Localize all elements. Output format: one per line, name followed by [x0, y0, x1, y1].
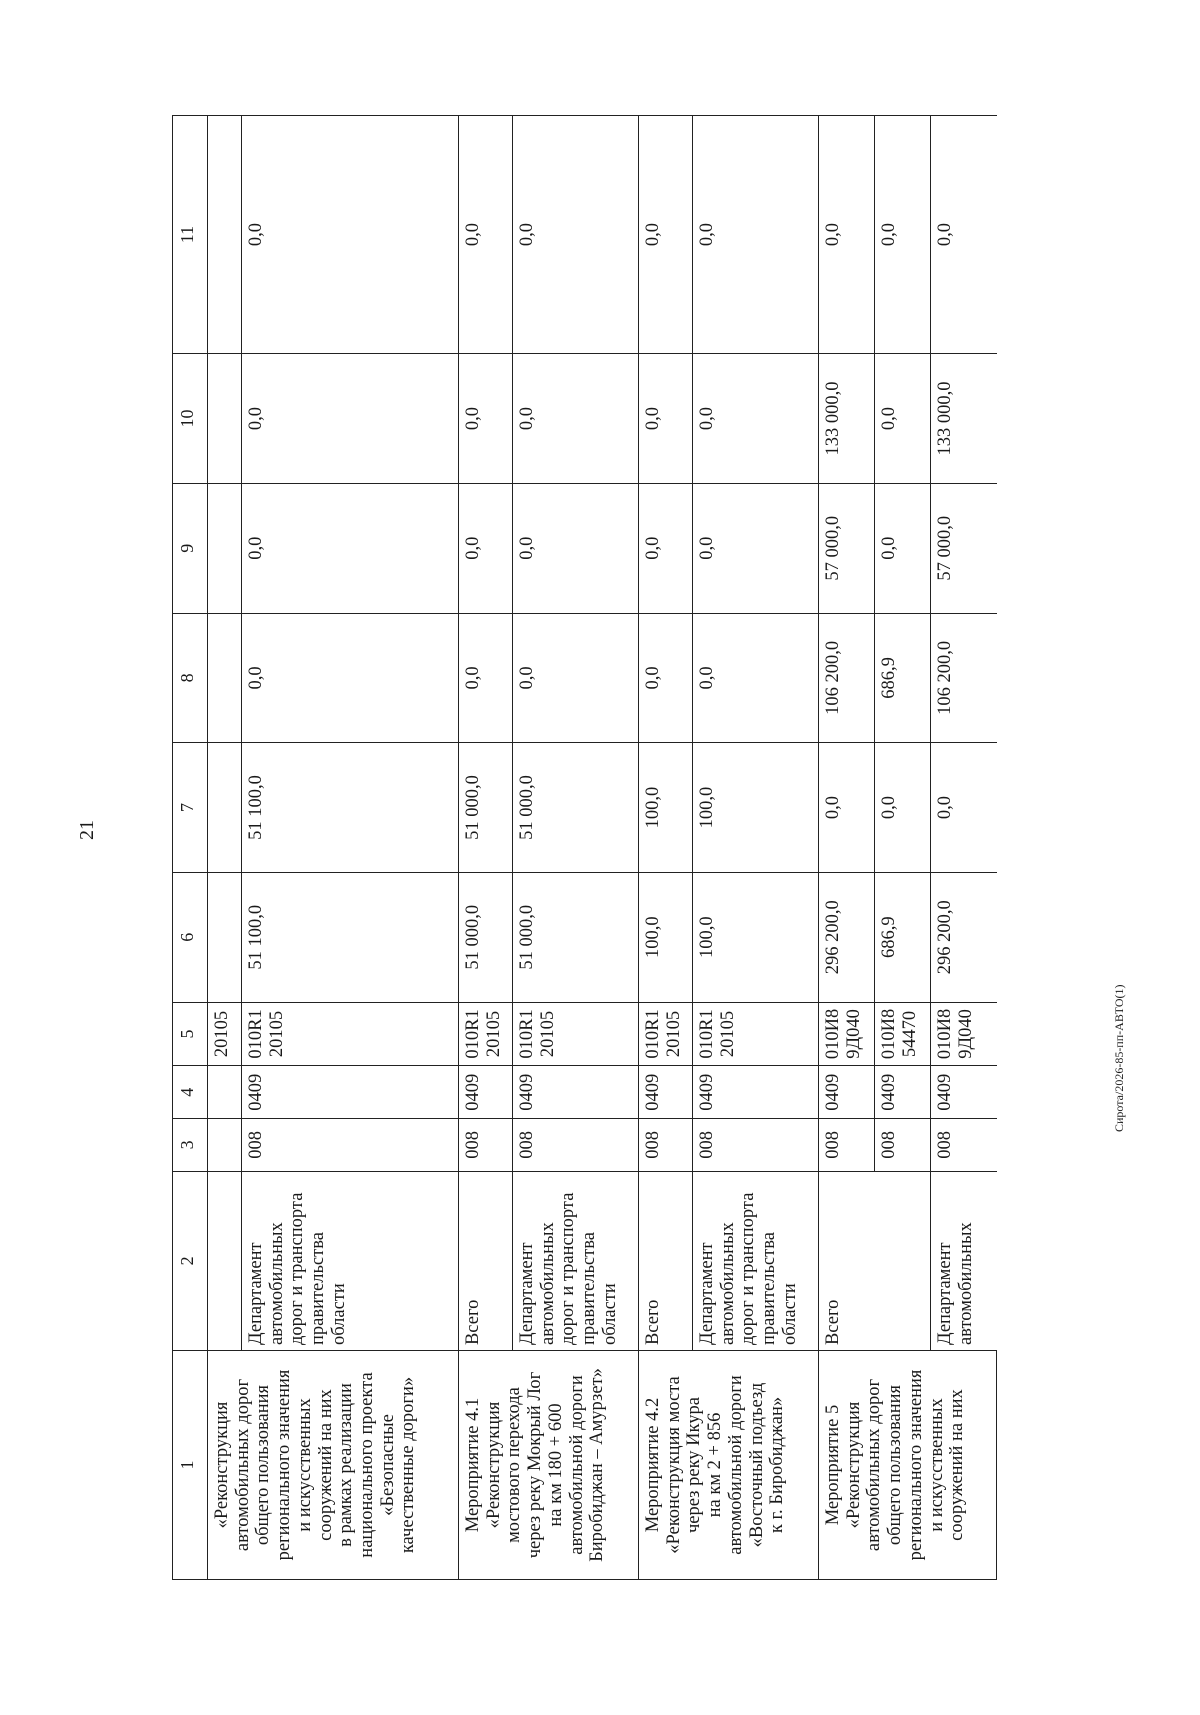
- kbk-cell: 20105: [208, 1002, 242, 1066]
- kbk-cell: 010И8 9Д040: [931, 1002, 997, 1066]
- amount-year-1: 51 000,0: [513, 743, 639, 873]
- col-header-5: 5: [173, 1002, 208, 1066]
- amount-year-1: 51 100,0: [242, 743, 459, 873]
- amount-year-4: 0,0: [242, 354, 459, 484]
- amount-year-5: 0,0: [875, 116, 931, 354]
- amount-year-4: 0,0: [693, 354, 819, 484]
- activity-name-cell: Мероприятие 4.1 «Реконструкция мостового перехода через реку Мокрый Лог на км 180 + 600 автомобильной дороги Биробиджан – Амурзет»: [459, 1351, 639, 1580]
- amount-year-1: 51 000,0: [459, 743, 513, 873]
- empty-cell: [208, 354, 242, 484]
- amount-year-5: 0,0: [693, 116, 819, 354]
- amount-year-4: 133 000,0: [819, 354, 875, 484]
- amount-year-1: 100,0: [693, 743, 819, 873]
- table-row: [639, 116, 693, 1580]
- amount-year-5: 0,0: [639, 116, 693, 354]
- col-header-8: 8: [173, 613, 208, 743]
- amount-year-4: 0,0: [639, 354, 693, 484]
- section-cell: 0409: [639, 1066, 693, 1119]
- executor-cell: Департамент автомобильных: [931, 1171, 997, 1350]
- amount-year-3: 0,0: [459, 483, 513, 613]
- amount-year-5: 0,0: [459, 116, 513, 354]
- amount-total: 51 000,0: [513, 872, 639, 1002]
- kbk-cell: 010И8 9Д040: [819, 1002, 875, 1066]
- amount-year-3: 57 000,0: [819, 483, 875, 613]
- amount-year-4: 0,0: [875, 354, 931, 484]
- table-row: [819, 116, 875, 1580]
- section-cell: 0409: [242, 1066, 459, 1119]
- amount-total: 100,0: [693, 872, 819, 1002]
- amount-total: 100,0: [639, 872, 693, 1002]
- activity-name-cell: Мероприятие 4.2 «Реконструкция моста через реку Икура на км 2 + 856 автомобильной дороги «Восточный подъезд к г. Биробиджан»: [639, 1351, 819, 1580]
- section-cell: 0409: [513, 1066, 639, 1119]
- amount-year-3: 0,0: [242, 483, 459, 613]
- grbs-cell: 008: [931, 1119, 997, 1172]
- amount-year-2: 686,9: [875, 613, 931, 743]
- kbk-cell: 010R1 20105: [693, 1002, 819, 1066]
- grbs-cell: 008: [693, 1119, 819, 1172]
- amount-year-2: 0,0: [639, 613, 693, 743]
- empty-cell: [208, 1066, 242, 1119]
- amount-year-1: 0,0: [875, 743, 931, 873]
- amount-year-2: 0,0: [693, 613, 819, 743]
- amount-year-1: 100,0: [639, 743, 693, 873]
- amount-year-3: 0,0: [513, 483, 639, 613]
- amount-year-4: 0,0: [459, 354, 513, 484]
- amount-total: 51 000,0: [459, 872, 513, 1002]
- amount-year-2: 0,0: [513, 613, 639, 743]
- col-header-6: 6: [173, 872, 208, 1002]
- amount-total: 686,9: [875, 872, 931, 1002]
- kbk-cell: 010R1 20105: [639, 1002, 693, 1066]
- empty-cell: [208, 1171, 242, 1350]
- col-header-3: 3: [173, 1119, 208, 1172]
- amount-year-5: 0,0: [931, 116, 997, 354]
- empty-cell: [208, 483, 242, 613]
- activity-name-cell: «Реконструкция автомобильных дорог общего пользования регионального значения и искусственных сооружений на них в рамках реализации национального проекта «Безопасные качественные дороги»: [208, 1351, 459, 1580]
- empty-cell: [208, 872, 242, 1002]
- empty-cell: [208, 116, 242, 354]
- amount-year-3: 0,0: [875, 483, 931, 613]
- amount-year-4: 133 000,0: [931, 354, 997, 484]
- kbk-cell: 010R1 20105: [459, 1002, 513, 1066]
- executor-cell: Департамент автомобильных дорог и транспорта правительства области: [242, 1171, 459, 1350]
- executor-cell: Всего: [819, 1171, 931, 1350]
- section-cell: 0409: [693, 1066, 819, 1119]
- executor-cell: Департамент автомобильных дорог и транспорта правительства области: [693, 1171, 819, 1350]
- col-header-9: 9: [173, 483, 208, 613]
- page-number: 21: [76, 820, 98, 840]
- section-cell: 0409: [875, 1066, 931, 1119]
- col-header-7: 7: [173, 743, 208, 873]
- column-number-row: [173, 116, 208, 1580]
- section-cell: 0409: [819, 1066, 875, 1119]
- amount-total: 296 200,0: [931, 872, 997, 1002]
- rotated-table-container: [172, 115, 1109, 1580]
- col-header-4: 4: [173, 1066, 208, 1119]
- col-header-10: 10: [173, 354, 208, 484]
- amount-year-1: 0,0: [819, 743, 875, 873]
- grbs-cell: 008: [242, 1119, 459, 1172]
- amount-year-4: 0,0: [513, 354, 639, 484]
- budget-table: [172, 115, 997, 1580]
- col-header-11: 11: [173, 116, 208, 354]
- amount-year-5: 0,0: [242, 116, 459, 354]
- amount-year-3: 57 000,0: [931, 483, 997, 613]
- section-cell: 0409: [459, 1066, 513, 1119]
- amount-year-3: 0,0: [693, 483, 819, 613]
- section-cell: 0409: [931, 1066, 997, 1119]
- amount-year-2: 0,0: [459, 613, 513, 743]
- grbs-cell: 008: [513, 1119, 639, 1172]
- empty-cell: [208, 613, 242, 743]
- amount-total: 296 200,0: [819, 872, 875, 1002]
- amount-year-3: 0,0: [639, 483, 693, 613]
- col-header-1: 1: [173, 1351, 208, 1580]
- amount-year-5: 0,0: [819, 116, 875, 354]
- amount-year-2: 0,0: [242, 613, 459, 743]
- grbs-cell: 008: [875, 1119, 931, 1172]
- amount-year-5: 0,0: [513, 116, 639, 354]
- executor-cell: Всего: [639, 1171, 693, 1350]
- document-code: Сирота/2026-85-пп-АВТО(1): [1112, 984, 1126, 1132]
- col-header-2: 2: [173, 1171, 208, 1350]
- grbs-cell: 008: [459, 1119, 513, 1172]
- kbk-cell: 010R1 20105: [242, 1002, 459, 1066]
- empty-cell: [208, 743, 242, 873]
- kbk-cell: 010И8 54470: [875, 1002, 931, 1066]
- activity-name-cell: Мероприятие 5 «Реконструкция автомобильных дорог общего пользования регионального значения и искусственных сооружений на них: [819, 1351, 997, 1580]
- empty-cell: [208, 1119, 242, 1172]
- kbk-cell: 010R1 20105: [513, 1002, 639, 1066]
- grbs-cell: 008: [639, 1119, 693, 1172]
- amount-year-1: 0,0: [931, 743, 997, 873]
- amount-year-2: 106 200,0: [931, 613, 997, 743]
- executor-cell: Департамент автомобильных дорог и транспорта правительства области: [513, 1171, 639, 1350]
- grbs-cell: 008: [819, 1119, 875, 1172]
- executor-cell: Всего: [459, 1171, 513, 1350]
- amount-year-2: 106 200,0: [819, 613, 875, 743]
- table-row: [459, 116, 513, 1580]
- table-row: [208, 116, 242, 1580]
- amount-total: 51 100,0: [242, 872, 459, 1002]
